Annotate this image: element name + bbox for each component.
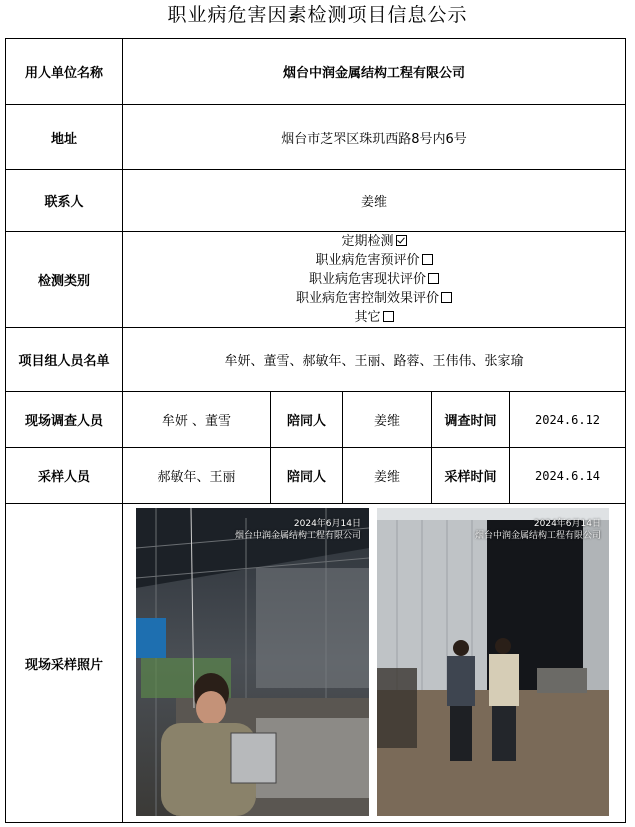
row-address bbox=[6, 105, 626, 170]
type-option-label: 职业病危害现状评价 bbox=[309, 272, 427, 287]
survey-time-value: 2024.6.12 bbox=[510, 392, 626, 448]
team-value: 牟妍、董雪、郝敏年、王丽、路蓉、王伟伟、张家瑜 bbox=[123, 328, 626, 392]
survey-value: 牟妍 、董雪 bbox=[123, 392, 271, 448]
type-label: 检测类别 bbox=[6, 232, 123, 328]
sampling-companion-label: 陪同人 bbox=[271, 448, 343, 504]
type-option-label: 职业病危害预评价 bbox=[315, 253, 420, 268]
type-option-label: 职业病危害控制效果评价 bbox=[296, 291, 440, 306]
photo-stamp bbox=[235, 518, 361, 542]
survey-companion-label: 陪同人 bbox=[271, 392, 343, 448]
checkbox-checked-icon bbox=[396, 235, 407, 246]
row-survey bbox=[6, 392, 626, 448]
contact-value: 姜维 bbox=[123, 170, 626, 232]
photo-date: 2024年6月14日 bbox=[533, 519, 601, 529]
type-option-label: 定期检测 bbox=[341, 234, 394, 249]
team-label: 项目组人员名单 bbox=[6, 328, 123, 392]
address-label: 地址 bbox=[6, 105, 123, 170]
contact-label: 联系人 bbox=[6, 170, 123, 232]
site-photo-2 bbox=[377, 508, 609, 816]
photo-date: 2024年6月14日 bbox=[293, 519, 361, 529]
checkbox-icon bbox=[428, 273, 439, 284]
sampling-value: 郝敏年、王丽 bbox=[123, 448, 271, 504]
survey-companion-value: 姜维 bbox=[343, 392, 432, 448]
row-type bbox=[6, 232, 626, 328]
row-photos bbox=[6, 504, 626, 823]
checkbox-icon bbox=[441, 292, 452, 303]
address-value: 烟台市芝罘区珠玑西路8号内6号 bbox=[123, 105, 626, 170]
photo-company: 烟台中润金属结构工程有限公司 bbox=[234, 531, 361, 541]
row-unit bbox=[6, 39, 626, 105]
type-option-label: 其它 bbox=[354, 310, 381, 325]
type-option bbox=[123, 232, 625, 251]
type-option bbox=[123, 251, 625, 270]
survey-label: 现场调查人员 bbox=[6, 392, 123, 448]
sampling-label: 采样人员 bbox=[6, 448, 123, 504]
type-option bbox=[123, 289, 625, 308]
page-title: 职业病危害因素检测项目信息公示 bbox=[167, 4, 468, 26]
photo-stamp bbox=[475, 518, 601, 542]
type-options bbox=[123, 232, 626, 328]
type-option bbox=[123, 308, 625, 327]
row-sampling bbox=[6, 448, 626, 504]
row-team bbox=[6, 328, 626, 392]
sampling-companion-value: 姜维 bbox=[343, 448, 432, 504]
photo-company: 烟台中润金属结构工程有限公司 bbox=[474, 531, 601, 541]
checkbox-icon bbox=[422, 254, 433, 265]
factory-entrance-image bbox=[377, 508, 609, 816]
unit-value: 烟台中润金属结构工程有限公司 bbox=[123, 39, 626, 105]
unit-label: 用人单位名称 bbox=[6, 39, 123, 105]
info-table bbox=[5, 38, 626, 823]
survey-time-label: 调查时间 bbox=[432, 392, 510, 448]
photo-cell bbox=[123, 504, 626, 823]
photo-label: 现场采样照片 bbox=[6, 504, 123, 823]
checkbox-icon bbox=[383, 311, 394, 322]
row-contact bbox=[6, 170, 626, 232]
sampling-time-label: 采样时间 bbox=[432, 448, 510, 504]
factory-interior-image bbox=[136, 508, 369, 816]
sampling-time-value: 2024.6.14 bbox=[510, 448, 626, 504]
site-photo-1 bbox=[136, 508, 369, 816]
type-option bbox=[123, 270, 625, 289]
